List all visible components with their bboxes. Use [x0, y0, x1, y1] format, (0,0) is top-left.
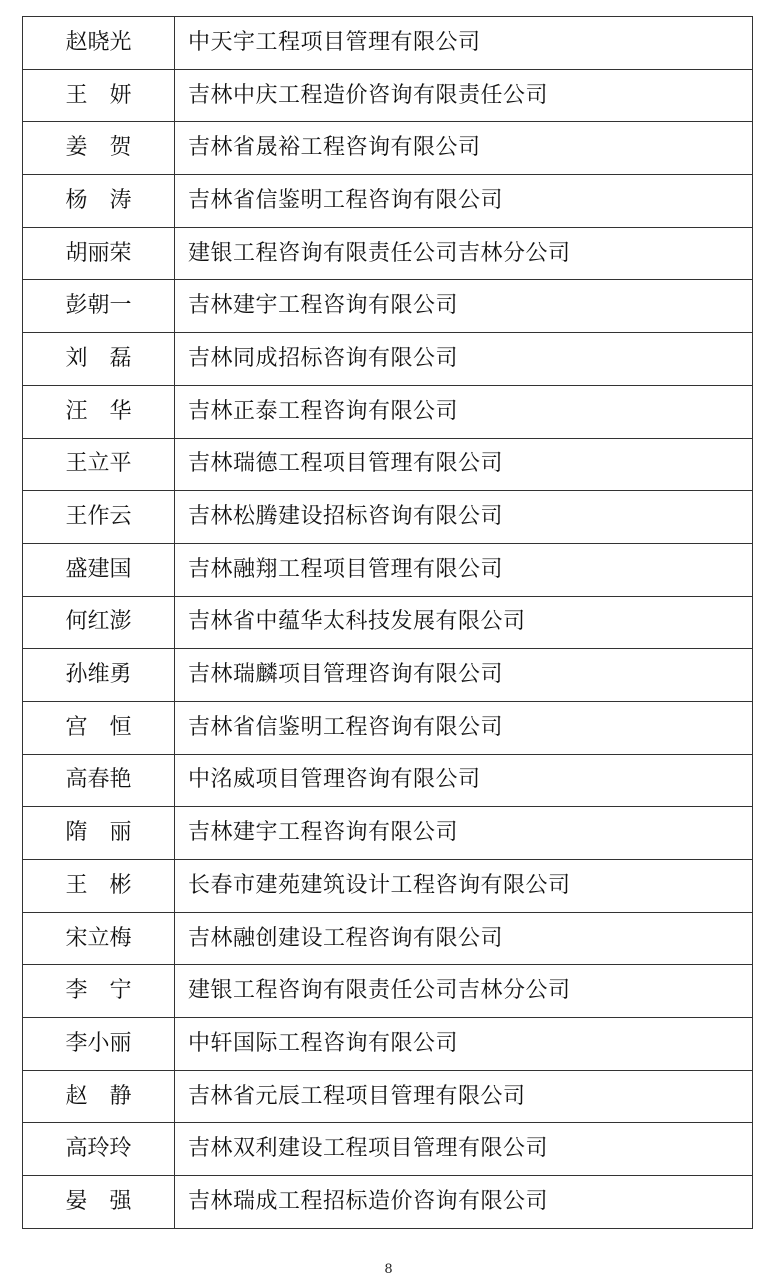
company-cell: 中洺威项目管理咨询有限公司 — [175, 754, 753, 807]
company-cell: 吉林瑞成工程招标造价咨询有限公司 — [175, 1176, 753, 1229]
table-row — [23, 175, 753, 228]
name-cell: 姜 贺 — [23, 122, 175, 175]
company-cell: 中轩国际工程咨询有限公司 — [175, 1018, 753, 1071]
company-cell: 中天宇工程项目管理有限公司 — [175, 17, 753, 70]
company-cell: 吉林省元辰工程项目管理有限公司 — [175, 1070, 753, 1123]
table-row — [23, 965, 753, 1018]
company-cell: 吉林省晟裕工程咨询有限公司 — [175, 122, 753, 175]
table-row — [23, 1070, 753, 1123]
name-company-table — [22, 16, 753, 1229]
name-cell: 晏 强 — [23, 1176, 175, 1229]
table-row — [23, 1176, 753, 1229]
company-cell: 吉林双利建设工程项目管理有限公司 — [175, 1123, 753, 1176]
table-row — [23, 438, 753, 491]
company-cell: 吉林建宇工程咨询有限公司 — [175, 807, 753, 860]
company-cell: 吉林建宇工程咨询有限公司 — [175, 280, 753, 333]
name-cell: 刘 磊 — [23, 333, 175, 386]
name-cell: 宋立梅 — [23, 912, 175, 965]
table-row — [23, 807, 753, 860]
name-cell: 何红澎 — [23, 596, 175, 649]
company-cell: 吉林中庆工程造价咨询有限责任公司 — [175, 69, 753, 122]
company-cell: 吉林瑞德工程项目管理有限公司 — [175, 438, 753, 491]
name-cell: 孙维勇 — [23, 649, 175, 702]
name-cell: 王立平 — [23, 438, 175, 491]
table-row — [23, 649, 753, 702]
name-cell: 宫 恒 — [23, 701, 175, 754]
company-cell: 吉林省信鉴明工程咨询有限公司 — [175, 175, 753, 228]
table-row — [23, 280, 753, 333]
name-cell: 高春艳 — [23, 754, 175, 807]
name-cell: 赵 静 — [23, 1070, 175, 1123]
table-body — [23, 17, 753, 1229]
table-row — [23, 1018, 753, 1071]
table-row — [23, 543, 753, 596]
company-cell: 吉林省中蕴华太科技发展有限公司 — [175, 596, 753, 649]
company-cell: 吉林瑞麟项目管理咨询有限公司 — [175, 649, 753, 702]
table-row — [23, 754, 753, 807]
company-cell: 建银工程咨询有限责任公司吉林分公司 — [175, 227, 753, 280]
company-cell: 吉林省信鉴明工程咨询有限公司 — [175, 701, 753, 754]
table-row — [23, 491, 753, 544]
table-row — [23, 1123, 753, 1176]
company-cell: 长春市建苑建筑设计工程咨询有限公司 — [175, 860, 753, 913]
name-cell: 王 妍 — [23, 69, 175, 122]
company-cell: 吉林正泰工程咨询有限公司 — [175, 385, 753, 438]
name-cell: 隋 丽 — [23, 807, 175, 860]
table-row — [23, 596, 753, 649]
company-cell: 建银工程咨询有限责任公司吉林分公司 — [175, 965, 753, 1018]
company-cell: 吉林松腾建设招标咨询有限公司 — [175, 491, 753, 544]
table-row — [23, 122, 753, 175]
name-cell: 盛建国 — [23, 543, 175, 596]
table-row — [23, 385, 753, 438]
table-row — [23, 860, 753, 913]
table-row — [23, 69, 753, 122]
name-cell: 李 宁 — [23, 965, 175, 1018]
name-cell: 杨 涛 — [23, 175, 175, 228]
table-row — [23, 912, 753, 965]
name-cell: 李小丽 — [23, 1018, 175, 1071]
name-cell: 胡丽荣 — [23, 227, 175, 280]
name-cell: 王 彬 — [23, 860, 175, 913]
company-cell: 吉林同成招标咨询有限公司 — [175, 333, 753, 386]
table-row — [23, 17, 753, 70]
table-row — [23, 333, 753, 386]
name-cell: 高玲玲 — [23, 1123, 175, 1176]
company-cell: 吉林融创建设工程咨询有限公司 — [175, 912, 753, 965]
name-cell: 王作云 — [23, 491, 175, 544]
name-cell: 赵晓光 — [23, 17, 175, 70]
table-row — [23, 701, 753, 754]
page-number: 8 — [384, 1262, 393, 1277]
table-row — [23, 227, 753, 280]
company-cell: 吉林融翔工程项目管理有限公司 — [175, 543, 753, 596]
name-cell: 汪 华 — [23, 385, 175, 438]
name-cell: 彭朝一 — [23, 280, 175, 333]
